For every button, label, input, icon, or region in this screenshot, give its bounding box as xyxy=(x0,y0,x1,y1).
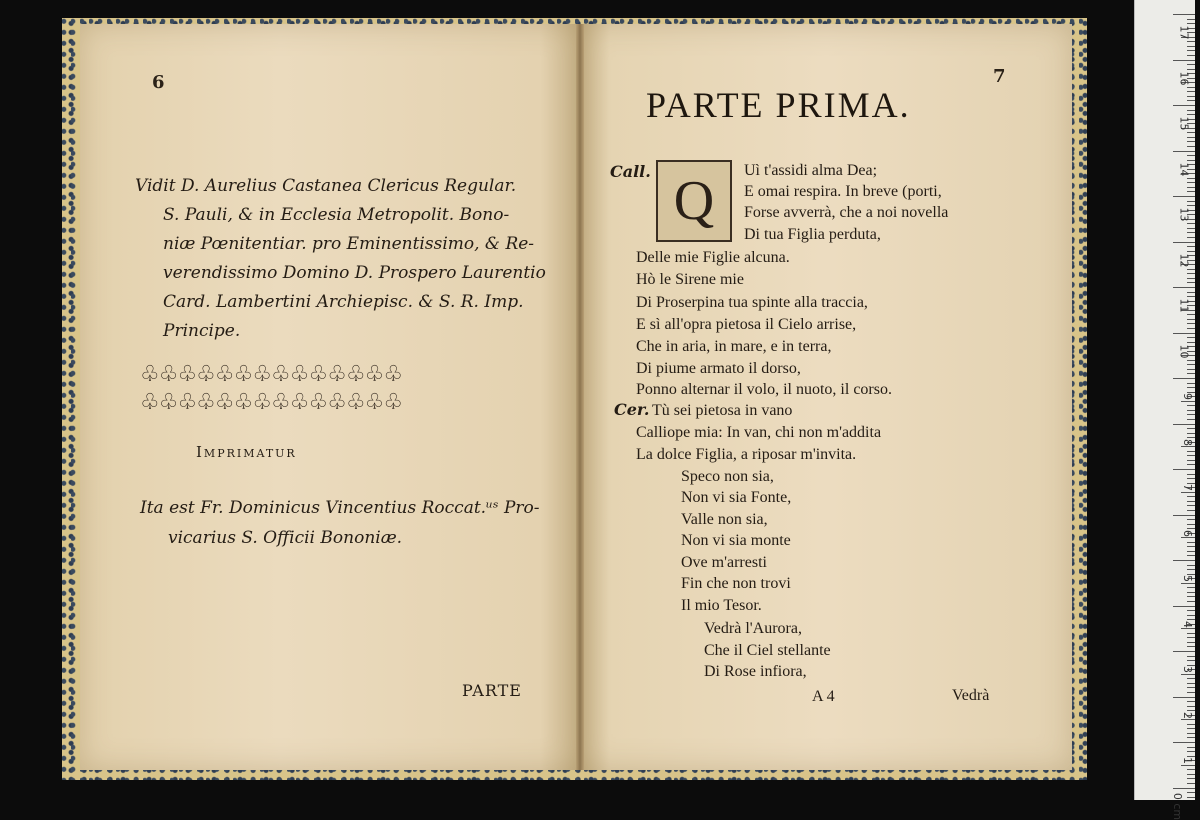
approbation-line: Principe. xyxy=(163,321,241,341)
verse-line: Di Proserpina tua spinte alla traccia, xyxy=(636,294,868,311)
ruler-tick xyxy=(1187,596,1195,597)
ruler-tick xyxy=(1187,292,1195,293)
ita-est-text xyxy=(140,493,560,553)
ruler-tick xyxy=(1187,342,1195,343)
ruler-tick xyxy=(1187,146,1195,147)
ruler-number: 5 xyxy=(1181,575,1194,582)
ruler-tick xyxy=(1187,383,1195,384)
ruler-tick xyxy=(1187,601,1195,602)
ruler-tick xyxy=(1187,319,1195,320)
ruler-number: 2 xyxy=(1181,711,1194,719)
ruler-tick xyxy=(1187,501,1195,502)
ruler-tick xyxy=(1181,674,1195,675)
ruler-tick xyxy=(1173,606,1195,607)
ruler-tick xyxy=(1187,419,1195,420)
ruler-number: 14 xyxy=(1177,162,1191,176)
ruler-tick xyxy=(1181,537,1195,538)
ita-line: vicarius S. Officii Bononiæ. xyxy=(168,528,403,548)
ruler-tick xyxy=(1187,615,1195,616)
ruler-tick xyxy=(1187,178,1195,179)
ruler-tick xyxy=(1187,519,1195,520)
ruler-tick xyxy=(1187,228,1195,229)
ruler-number: 9 xyxy=(1181,393,1194,400)
ruler-tick xyxy=(1187,683,1195,684)
ruler-tick xyxy=(1187,132,1195,133)
ruler-tick xyxy=(1173,788,1195,789)
verse-line: Calliope mia: In van, chi non m'addita xyxy=(636,424,882,441)
ruler-tick xyxy=(1187,551,1195,552)
ruler-number: 10 xyxy=(1177,344,1191,358)
verse-line: Ove m'arresti xyxy=(681,554,767,571)
ruler-tick xyxy=(1187,528,1195,529)
ruler-tick xyxy=(1187,69,1195,70)
ruler-tick xyxy=(1187,273,1195,274)
ruler-tick xyxy=(1173,742,1195,743)
verse-line: Di Rose infiora, xyxy=(704,663,807,680)
ruler-tick xyxy=(1187,555,1195,556)
verse-line: Di tua Figlia perduta, xyxy=(744,226,881,243)
ruler-tick xyxy=(1187,478,1195,479)
ruler-tick xyxy=(1173,697,1195,698)
ruler-tick xyxy=(1187,660,1195,661)
ruler-tick xyxy=(1181,719,1195,720)
ruler-tick xyxy=(1173,151,1195,152)
ruler-tick xyxy=(1187,223,1195,224)
ruler-tick xyxy=(1187,278,1195,279)
ruler-tick xyxy=(1187,55,1195,56)
ruler-tick xyxy=(1187,41,1195,42)
ruler-tick xyxy=(1187,587,1195,588)
ruler-tick xyxy=(1187,542,1195,543)
ruler-tick xyxy=(1187,437,1195,438)
ruler-tick xyxy=(1187,187,1195,188)
ruler-tick xyxy=(1187,433,1195,434)
ruler-tick xyxy=(1187,96,1195,97)
verse-line: Che il Ciel stellante xyxy=(704,642,831,659)
ruler-tick xyxy=(1187,328,1195,329)
ruler-tick xyxy=(1173,469,1195,470)
verse-line: Non vi sia monte xyxy=(681,532,791,549)
ruler-tick xyxy=(1187,114,1195,115)
ruler-tick xyxy=(1187,182,1195,183)
verse-line: E sì all'opra pietosa il Cielo arrise, xyxy=(636,316,857,333)
ruler-tick xyxy=(1187,474,1195,475)
right-catchword: Vedrà xyxy=(952,687,990,704)
ruler-tick xyxy=(1187,737,1195,738)
ruler-tick xyxy=(1173,196,1195,197)
page-title: PARTE PRIMA. xyxy=(646,85,911,125)
ruler-tick xyxy=(1187,710,1195,711)
ruler-tick xyxy=(1181,401,1195,402)
ruler-tick xyxy=(1187,373,1195,374)
ruler-tick xyxy=(1187,414,1195,415)
ruler-tick xyxy=(1181,765,1195,766)
ruler-tick xyxy=(1187,592,1195,593)
ruler-tick xyxy=(1187,797,1195,798)
ruler-tick xyxy=(1187,137,1195,138)
ruler-number: 3 xyxy=(1181,666,1194,673)
ruler-tick xyxy=(1173,105,1195,106)
verse-line: Tù sei pietosa in vano xyxy=(652,402,793,419)
verse-line: Vedrà l'Aurora, xyxy=(704,620,802,637)
ruler-number: 16 xyxy=(1177,71,1191,85)
left-catchword: PARTE xyxy=(462,681,522,700)
ruler-number: 0 cm xyxy=(1170,792,1184,820)
measuring-ruler xyxy=(1134,0,1195,820)
ruler-tick xyxy=(1187,460,1195,461)
ruler-tick xyxy=(1187,23,1195,24)
ruler-tick xyxy=(1187,191,1195,192)
ruler-tick xyxy=(1187,100,1195,101)
ruler-tick xyxy=(1187,769,1195,770)
ruler-tick xyxy=(1187,246,1195,247)
ruler-tick xyxy=(1187,369,1195,370)
ruler-tick xyxy=(1187,633,1195,634)
ruler-tick xyxy=(1187,569,1195,570)
speaker-calliope: Call. xyxy=(610,162,651,181)
ruler-tick xyxy=(1187,46,1195,47)
ruler-tick xyxy=(1187,232,1195,233)
fleuron-ornament-row: ♧♧♧♧♧♧♧♧♧♧♧♧♧♧ xyxy=(140,390,403,415)
ruler-tick xyxy=(1187,619,1195,620)
verse-line: Uì t'assidi alma Dea; xyxy=(744,162,878,179)
ruler-tick xyxy=(1187,19,1195,20)
ruler-tick xyxy=(1187,155,1195,156)
ruler-tick xyxy=(1187,110,1195,111)
ruler-number: 17 xyxy=(1177,25,1191,40)
ruler-tick xyxy=(1187,728,1195,729)
ruler-number: 8 xyxy=(1181,438,1194,446)
approbation-line: Card. Lambertini Archiepisc. & S. R. Imp. xyxy=(163,292,524,312)
book-gutter xyxy=(576,24,584,770)
ruler-tick xyxy=(1173,60,1195,61)
ruler-number: 6 xyxy=(1181,529,1194,537)
ruler-tick xyxy=(1187,546,1195,547)
ruler-tick xyxy=(1173,378,1195,379)
ruler-tick xyxy=(1187,783,1195,784)
ruler-tick xyxy=(1187,747,1195,748)
ruler-tick xyxy=(1187,360,1195,361)
ita-line: Ita est Fr. Dominicus Vincentius Roccat.ᵘˢ Pro- xyxy=(140,498,540,518)
ruler-tick xyxy=(1187,637,1195,638)
imprimatur-heading: Imprimatur xyxy=(196,443,297,461)
ruler-tick xyxy=(1187,451,1195,452)
verse-line: Speco non sia, xyxy=(681,468,774,485)
ruler-tick xyxy=(1187,337,1195,338)
verse-line: Il mio Tesor. xyxy=(681,597,762,614)
ruler-tick xyxy=(1187,496,1195,497)
verse-line: Hò le Sirene mie xyxy=(636,271,744,288)
verse-line: Valle non sia, xyxy=(681,511,768,528)
ruler-number: 4 xyxy=(1181,620,1194,628)
ruler-tick xyxy=(1187,201,1195,202)
ruler-tick xyxy=(1187,505,1195,506)
approbation-line: S. Pauli, & in Ecclesia Metropolit. Bono- xyxy=(163,205,510,225)
ruler-tick xyxy=(1173,287,1195,288)
ruler-tick xyxy=(1187,314,1195,315)
fleuron-ornament-row: ♧♧♧♧♧♧♧♧♧♧♧♧♧♧ xyxy=(140,362,403,387)
ruler-tick xyxy=(1187,296,1195,297)
ruler-number: 15 xyxy=(1177,116,1191,131)
ruler-tick xyxy=(1187,510,1195,511)
ruler-tick xyxy=(1181,446,1195,447)
ruler-tick xyxy=(1187,724,1195,725)
approbation-line: Vidit D. Aurelius Castanea Clericus Regular. xyxy=(135,176,517,196)
verse-line: Che in aria, in mare, e in terra, xyxy=(636,338,832,355)
ruler-tick xyxy=(1187,87,1195,88)
ruler-tick xyxy=(1187,678,1195,679)
ruler-tick xyxy=(1187,405,1195,406)
ruler-tick xyxy=(1187,610,1195,611)
ruler-tick xyxy=(1173,424,1195,425)
left-page-number: 6 xyxy=(152,72,165,93)
ruler-tick xyxy=(1181,628,1195,629)
speaker-ceres: Cer. xyxy=(614,400,650,419)
ruler-tick xyxy=(1187,237,1195,238)
ruler-tick xyxy=(1187,428,1195,429)
ruler-number: 12 xyxy=(1177,253,1191,267)
ruler-tick xyxy=(1187,565,1195,566)
ruler-tick xyxy=(1187,455,1195,456)
ruler-tick xyxy=(1187,692,1195,693)
right-page-number: 7 xyxy=(993,66,1006,87)
verse-line: Non vi sia Fonte, xyxy=(681,489,792,506)
ruler-tick xyxy=(1187,774,1195,775)
ruler-tick xyxy=(1173,651,1195,652)
ruler-tick xyxy=(1187,733,1195,734)
verse-line: E omai respira. In breve (porti, xyxy=(744,183,942,200)
ruler-number: 1 xyxy=(1181,757,1194,764)
ruler-number: 7 xyxy=(1181,484,1194,491)
ruler-tick xyxy=(1187,642,1195,643)
ruler-tick xyxy=(1173,14,1195,15)
ruler-number: 11 xyxy=(1177,298,1191,313)
verse-line: Ponno alternar il volo, il nuoto, il corso. xyxy=(636,381,892,398)
ruler-tick xyxy=(1187,410,1195,411)
ruler-tick xyxy=(1187,91,1195,92)
ruler-tick xyxy=(1187,778,1195,779)
ruler-tick xyxy=(1187,387,1195,388)
ruler-tick xyxy=(1187,205,1195,206)
ruler-tick xyxy=(1187,269,1195,270)
ruler-tick xyxy=(1187,160,1195,161)
ruler-tick xyxy=(1187,524,1195,525)
approbation-line: niæ Pœnitentiar. pro Eminentissimo, & Re- xyxy=(163,234,535,254)
ruler-tick xyxy=(1187,656,1195,657)
ruler-tick xyxy=(1187,364,1195,365)
ruler-tick xyxy=(1187,50,1195,51)
verse-line: Fin che non trovi xyxy=(681,575,791,592)
verse-line: Delle mie Figlie alcuna. xyxy=(636,249,790,266)
ruler-tick xyxy=(1187,464,1195,465)
ruler-tick xyxy=(1187,251,1195,252)
ruler-tick xyxy=(1187,64,1195,65)
ruler-tick xyxy=(1187,701,1195,702)
ruler-tick xyxy=(1173,242,1195,243)
verse-line: Forse avverrà, che a noi novella xyxy=(744,204,949,221)
ruler-tick xyxy=(1187,792,1195,793)
signature-mark: A 4 xyxy=(812,688,835,705)
ruler-tick xyxy=(1187,141,1195,142)
ruler-tick xyxy=(1187,687,1195,688)
ruler-number: 13 xyxy=(1177,207,1191,222)
verse-line: La dolce Figlia, a riposar m'invita. xyxy=(636,446,857,463)
ruler-tick xyxy=(1187,646,1195,647)
ruler-tick xyxy=(1187,323,1195,324)
approbation-text xyxy=(135,172,555,346)
verse-line: Di piume armato il dorso, xyxy=(636,360,801,377)
ruler-tick xyxy=(1181,583,1195,584)
ruler-tick xyxy=(1181,492,1195,493)
ruler-tick xyxy=(1187,706,1195,707)
approbation-line: verendissimo Domino D. Prospero Laurentio xyxy=(163,263,546,283)
ruler-tick xyxy=(1173,333,1195,334)
dropcap-letter: Q xyxy=(656,160,732,242)
ruler-tick xyxy=(1173,560,1195,561)
ruler-tick xyxy=(1187,282,1195,283)
ruler-tick xyxy=(1173,515,1195,516)
ruler-tick xyxy=(1187,751,1195,752)
